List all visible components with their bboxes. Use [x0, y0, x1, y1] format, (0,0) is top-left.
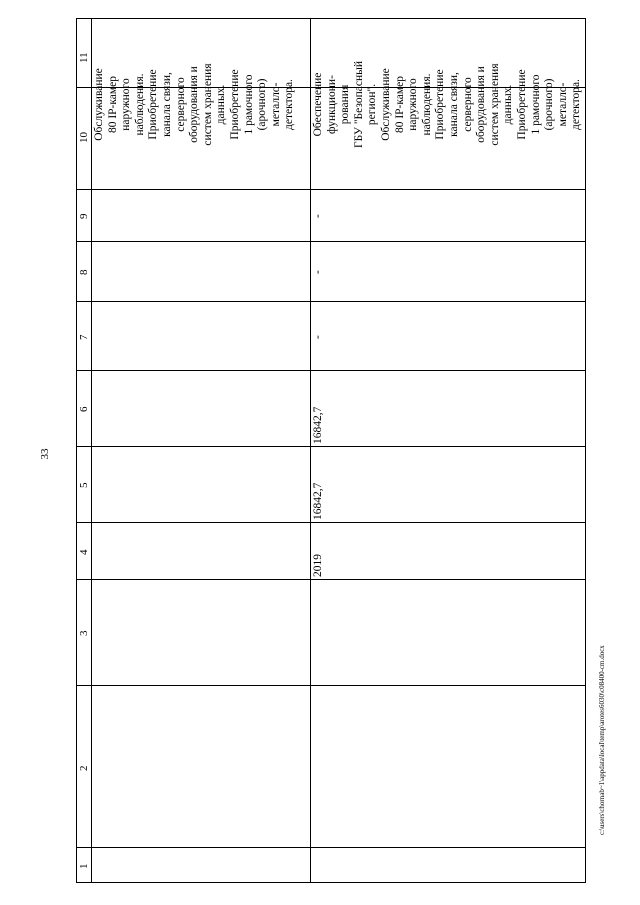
column-border — [77, 685, 585, 686]
row-divider-top — [310, 19, 311, 882]
column-border — [77, 301, 585, 302]
page-number: 33 — [39, 448, 51, 460]
column-border — [77, 370, 585, 371]
column-border — [77, 241, 585, 242]
column-border — [77, 446, 585, 447]
table: 11 10 9 8 7 6 5 4 3 2 1 Обслуживание 80 IP-камер наружного наблюдения. Приобретение канала связи, серверного оборудования и систем хранения данных. Приобретение 1 рамочного (арочного) металло- детектора. 2019 16842,7 16842,7 - - - Обеспечение функциони- рования ГБУ "Безопасный регион". Обслуживание 80 IP-камер наружного наблюдения. Приобретение канала связи, серверного оборудования и систем хранения данных. Приобретение 1 рамочного (арочного) металло- детектора. — [76, 18, 586, 883]
column-border-short — [77, 685, 91, 686]
column-border-short — [77, 579, 91, 580]
column-border — [77, 579, 585, 580]
column-border — [77, 847, 585, 848]
column-border — [77, 189, 585, 190]
column-border — [77, 522, 585, 523]
table-header-divider — [91, 19, 92, 882]
